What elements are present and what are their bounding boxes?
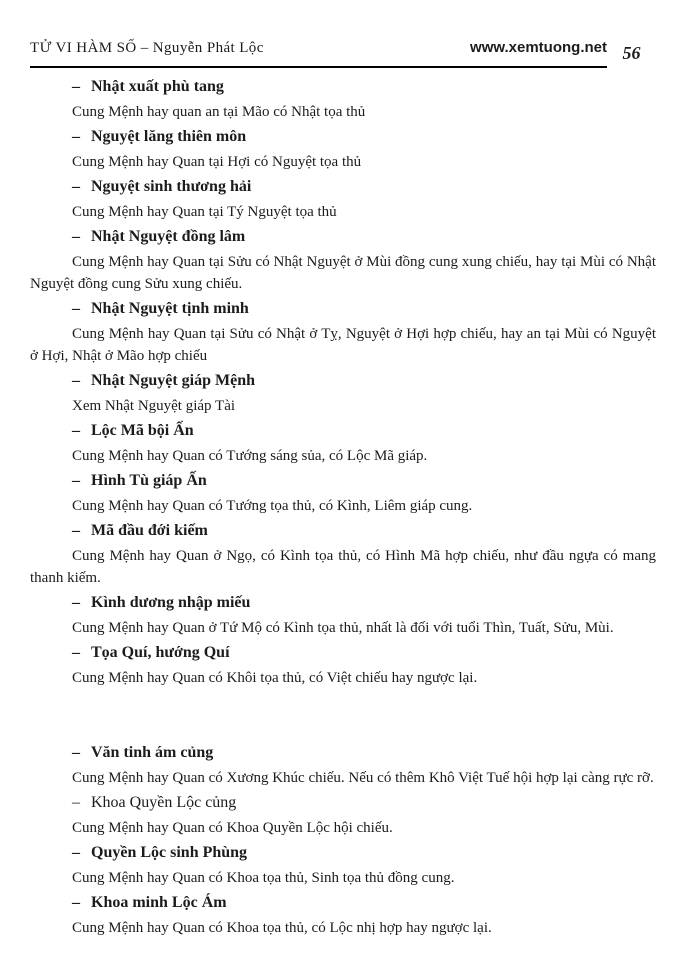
section-heading-text: Nhật Nguyệt giáp Mệnh (91, 372, 256, 389)
section-heading (30, 298, 656, 320)
dash-bullet: – (72, 178, 80, 195)
section-body: Cung Mệnh hay Quan tại Hợi có Nguyệt tọa thủ (72, 154, 362, 170)
section-heading (30, 126, 656, 148)
section-heading (30, 76, 656, 98)
section-heading-text: Kình dương nhập miếu (91, 594, 251, 611)
section-heading-text: Khoa Quyền Lộc củng (91, 794, 237, 811)
section-body: Cung Mệnh hay Quan có Xương Khúc chiếu. Nếu có thêm Khô Việt Tuế hội hợp lại càng rực rỡ. (72, 770, 654, 786)
section-heading-text: Nhật xuất phù tang (91, 78, 224, 95)
section-heading (30, 176, 656, 198)
book-title: TỬ VI HÀM SỐ – Nguyễn Phát Lộc (30, 40, 264, 56)
section-body: Cung Mệnh hay Quan tại Sửu có Nhật Nguyệt ở Mùi đồng cung xung chiếu, hay tại Mùi có Nhật Nguyệt đồng cung Sửu xung chiếu. (30, 254, 656, 292)
section-body: Cung Mệnh hay Quan có Tướng sáng sủa, có Lộc Mã giáp. (72, 448, 428, 464)
section-heading-text: Quyền Lộc sinh Phùng (91, 844, 248, 861)
section-body: Cung Mệnh hay Quan ở Ngọ, có Kình tọa thủ, có Hình Mã hợp chiếu, như đầu ngựa có mang thanh kiếm. (30, 548, 656, 586)
section-heading (30, 792, 656, 814)
section-heading-text: Nguyệt sinh thương hải (91, 178, 252, 195)
dash-bullet: – (72, 844, 80, 861)
dash-bullet: – (72, 522, 80, 539)
section-heading (30, 470, 656, 492)
section-body: Cung Mệnh hay Quan tại Sửu có Nhật ở Tỵ, Nguyệt ở Hợi hợp chiếu, hay an tại Mùi có Nguyệt ở Hợi, Nhật ở Mão hợp chiếu (30, 326, 656, 364)
section-heading-text: Văn tinh ám củng (91, 744, 214, 761)
dash-bullet: – (72, 472, 80, 489)
section-heading (30, 226, 656, 248)
section-heading (30, 370, 656, 392)
section-heading-text: Khoa minh Lộc Ám (91, 894, 227, 911)
section-heading-text: Tọa Quí, hướng Quí (91, 644, 230, 661)
section-body: Cung Mệnh hay Quan có Khoa tọa thủ, Sinh tọa thủ đồng cung. (72, 870, 455, 886)
section-heading-text: Mã đầu đới kiếm (91, 522, 208, 539)
section-body: Cung Mệnh hay Quan có Khôi tọa thủ, có Việt chiếu hay ngược lại. (72, 670, 478, 686)
dash-bullet: – (72, 372, 80, 389)
section-body: Xem Nhật Nguyệt giáp Tài (72, 398, 236, 414)
dash-bullet: – (72, 228, 80, 245)
section-gap (30, 692, 656, 742)
section-body: Cung Mệnh hay Quan ở Tứ Mộ có Kình tọa thủ, nhất là đối với tuổi Thìn, Tuất, Sửu, Mùi. (72, 620, 614, 636)
dash-bullet: – (72, 300, 80, 317)
dash-bullet: – (72, 128, 80, 145)
section-heading (30, 742, 656, 764)
section-heading (30, 592, 656, 614)
section-body: Cung Mệnh hay Quan có Khoa Quyền Lộc hội chiếu. (72, 820, 393, 836)
section-body: Cung Mệnh hay quan an tại Mão có Nhật tọa thủ (72, 104, 366, 120)
section-heading (30, 842, 656, 864)
section-heading-text: Hình Tù giáp Ấn (91, 472, 207, 489)
dash-bullet: – (72, 744, 80, 761)
section-heading (30, 420, 656, 442)
section-heading (30, 642, 656, 664)
section-body: Cung Mệnh hay Quan có Tướng tọa thủ, có Kình, Liêm giáp cung. (72, 498, 473, 514)
header-rule-row (30, 39, 607, 68)
dash-bullet: – (72, 794, 80, 811)
dash-bullet: – (72, 894, 80, 911)
dash-bullet: – (72, 594, 80, 611)
dash-bullet: – (72, 78, 80, 95)
section-body: Cung Mệnh hay Quan có Khoa tọa thủ, có Lộc nhị hợp hay ngược lại. (72, 920, 492, 936)
content (0, 68, 686, 939)
section-heading-text: Nguyệt lăng thiên môn (91, 128, 247, 145)
page-header (0, 0, 686, 68)
section-heading (30, 892, 656, 914)
section-body: Cung Mệnh hay Quan tại Tý Nguyệt tọa thủ (72, 204, 337, 220)
section-heading-text: Nhật Nguyệt đồng lâm (91, 228, 246, 245)
website-url: www.xemtuong.net (470, 39, 607, 56)
section-heading-text: Lộc Mã bội Ấn (91, 422, 194, 439)
page-number: 56 (622, 43, 641, 63)
dash-bullet: – (72, 422, 80, 439)
dash-bullet: – (72, 644, 80, 661)
section-heading-text: Nhật Nguyệt tịnh minh (91, 300, 249, 317)
section-heading (30, 520, 656, 542)
